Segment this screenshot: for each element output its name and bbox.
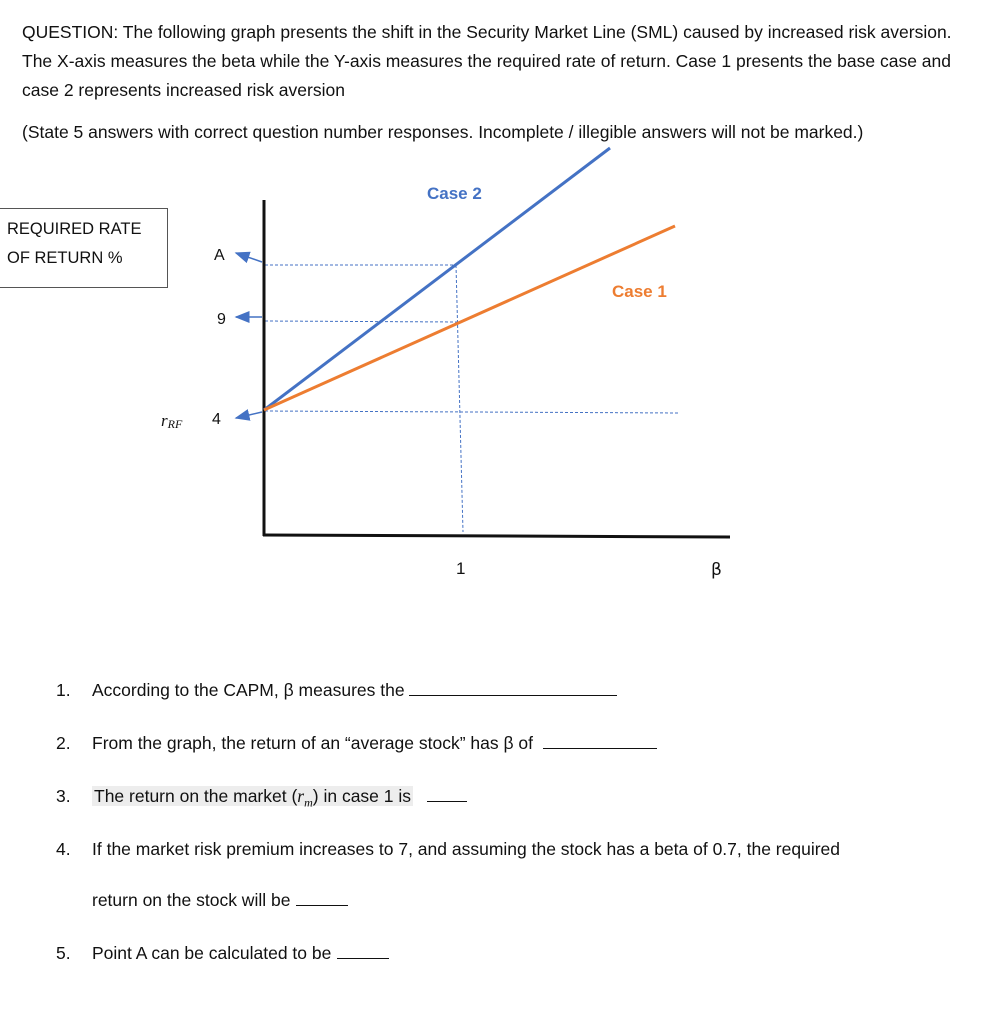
question-4-number: 4. — [56, 839, 71, 859]
label-rf-sub: RF — [167, 417, 183, 431]
question-3-text-post: ) in case 1 is — [312, 786, 412, 806]
label-4: 4 — [212, 411, 221, 428]
question-5-number: 5. — [56, 943, 71, 963]
question-4-continued — [92, 887, 348, 913]
question-2 — [56, 730, 657, 756]
label-9: 9 — [217, 311, 226, 328]
answer-blank-2[interactable] — [543, 730, 657, 749]
question-2-number: 2. — [56, 733, 71, 753]
question-2-text: From the graph, the return of an “average stock” has β of — [92, 733, 533, 753]
guide-beta1-vertical — [456, 265, 463, 532]
question-1-text: According to the CAPM, β measures the — [92, 680, 405, 700]
question-1 — [56, 677, 617, 703]
question-text: QUESTION: The following graph presents the shift in the Security Market Line (SML) caused by increased risk aversion. The X-axis measures the beta while the Y-axis measures the required rate of return. Case 1 presents the base case and case 2 represents increased risk aversion — [22, 22, 952, 100]
y-axis-label-line1: REQUIRED RATE — [7, 220, 142, 238]
question-5 — [56, 940, 389, 966]
question-4-text-cont: return on the stock will be — [92, 890, 291, 910]
x-tick-1: 1 — [456, 559, 466, 578]
label-a: A — [214, 247, 225, 264]
guide-9-horizontal — [265, 321, 458, 322]
instruction-text: (State 5 answers with correct question number responses. Incomplete / illegible answers will not be marked.) — [22, 122, 864, 142]
question-3-r: r — [297, 786, 305, 806]
question-4 — [56, 836, 840, 862]
answer-blank-3[interactable] — [427, 783, 467, 802]
x-axis — [263, 535, 730, 537]
answer-blank-5[interactable] — [337, 940, 389, 959]
case2-label: Case 2 — [427, 184, 482, 203]
question-3 — [56, 783, 467, 816]
guide-4-horizontal — [265, 411, 680, 413]
label-rf-main: r — [161, 411, 168, 430]
question-5-text: Point A can be calculated to be — [92, 943, 332, 963]
x-axis-beta-label: β — [711, 560, 722, 580]
question-3-sub: m — [304, 795, 313, 810]
answer-blank-4[interactable] — [296, 887, 348, 906]
question-3-text — [92, 786, 413, 810]
case1-label: Case 1 — [612, 282, 667, 301]
question-3-text-pre: The return on the market ( — [94, 786, 298, 806]
question-4-text: If the market risk premium increases to 7, and assuming the stock has a beta of 0.7, the required — [92, 839, 841, 859]
arrow-4 — [236, 412, 262, 418]
y-axis-label-line2: OF RETURN % — [7, 249, 123, 267]
question-1-number: 1. — [56, 680, 71, 700]
answer-blank-1[interactable] — [409, 677, 617, 696]
label-rf — [161, 411, 183, 431]
question-3-number: 3. — [56, 786, 71, 806]
arrow-a — [236, 253, 262, 262]
